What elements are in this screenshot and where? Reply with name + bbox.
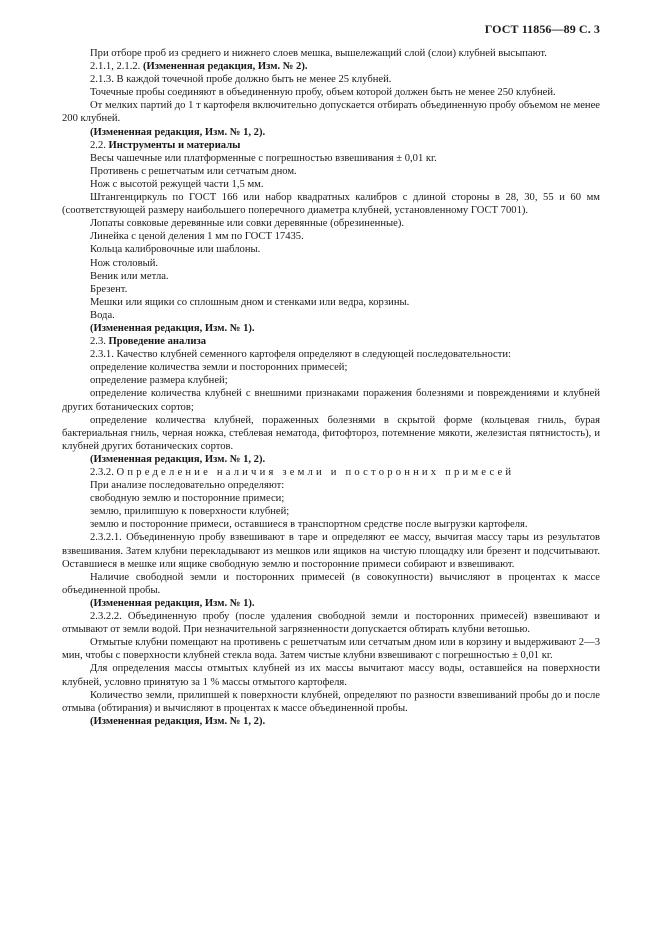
paragraph: [62, 178, 600, 191]
paragraph-bold: (Измененная редакция, Изм. № 1, 2).: [90, 453, 266, 465]
paragraph-text: Точечные пробы соединяют в объединенную пробу, объем которой должен быть не менее 250 клубней.: [90, 87, 556, 99]
paragraph-bold: (Измененная редакция, Изм. № 1).: [90, 597, 255, 609]
paragraph-text: От мелких партий до 1 т картофеля включительно допускается отбирать объединенную пробу объемом не менее 200 клубней.: [62, 100, 600, 125]
paragraph: [62, 191, 600, 217]
paragraph-bold: Проведение анализа: [108, 336, 207, 348]
paragraph: [62, 361, 600, 374]
paragraph: [62, 47, 600, 60]
paragraph: [62, 662, 600, 688]
paragraph-text: определение размера клубней;: [90, 375, 228, 387]
paragraph-bold: (Измененная редакция, Изм. № 2).: [142, 61, 308, 73]
paragraph: [62, 296, 600, 309]
paragraph: [62, 492, 600, 505]
paragraph: [62, 715, 600, 728]
paragraph: [62, 152, 600, 165]
document-body: [62, 47, 600, 728]
paragraph-text: При отборе проб из среднего и нижнего слоев мешка, вышележащий слой (слои) клубней высыпают.: [90, 48, 547, 59]
paragraph-text: 2.1.3. В каждой точечной пробе должно быть не менее 25 клубней.: [90, 74, 392, 86]
paragraph-text: При анализе последовательно определяют:: [90, 480, 285, 492]
paragraph: [62, 636, 600, 662]
paragraph: [62, 505, 600, 518]
page-header: ГОСТ 11856—89 С. 3: [484, 22, 600, 36]
paragraph-text: землю и посторонние примеси, оставшиеся в транспортном средстве после выгрузки картофеля.: [90, 519, 528, 531]
paragraph-prefix: 2.1.1, 2.1.2.: [90, 61, 143, 73]
document-page: [62, 22, 600, 728]
paragraph-text: 2.3.2.1. Объединенную пробу взвешивают в таре и определяют ее массу, вычитая массу тары из результатов взвешивания. Затем клубни перекладывают из мешков или ящиков на чистую площадку или брезент и подсчитывают. Оставшиеся в мешке или ящике свободную землю и посторонние примеси собирают и взвешивают.: [62, 532, 600, 570]
paragraph-bold: (Измененная редакция, Изм. № 1, 2).: [90, 126, 266, 138]
paragraph-text: Штангенциркуль по ГОСТ 166 или набор квадратных калибров с длиной стороны в 28, 30, 55 и 60 мм (соответствующей размеру наибольшего поперечного диаметра клубней, установленному ГОСТ 7001).: [62, 192, 600, 217]
paragraph: [62, 243, 600, 256]
paragraph: [62, 165, 600, 178]
paragraph-text: Противень с решетчатым или сетчатым дном.: [90, 165, 297, 177]
paragraph-text: определение количества земли и посторонних примесей;: [90, 362, 348, 374]
paragraph: [62, 571, 600, 597]
paragraph-text: Веник или метла.: [90, 270, 169, 282]
paragraph-prefix: 2.3.: [90, 336, 109, 348]
paragraph-text: Нож столовый.: [90, 257, 159, 269]
paragraph: [62, 60, 600, 73]
paragraph-prefix: 2.3.2.: [90, 467, 117, 478]
paragraph-text: землю, прилипшую к поверхности клубней;: [90, 506, 290, 518]
paragraph: [62, 335, 600, 348]
paragraph-text: Весы чашечные или платформенные с погрешностью взвешивания ± 0,01 кг.: [90, 152, 437, 164]
paragraph-text: Для определения массы отмытых клубней из их массы вычитают массу воды, оставшейся на поверхности клубней, условно принятую за 1 % массы отмытого картофеля.: [62, 663, 600, 688]
paragraph-text: определение количества клубней, пораженных болезнями в скрытой форме (кольцевая гниль, бурая бактериальная гниль, черная ножка, стеблевая нематода, фитофтороз, потемнение мякоти, железистая пятнистость), и клубней других ботанических сортов.: [62, 414, 600, 452]
paragraph-spaced: Определение наличия земли и посторонних примесей: [116, 467, 515, 478]
paragraph-text: 2.3.1. Качество клубней семенного картофеля определяют в следующей последовательности:: [90, 349, 511, 361]
paragraph: [62, 610, 600, 636]
paragraph: [62, 217, 600, 230]
paragraph: [62, 309, 600, 322]
paragraph: [62, 387, 600, 413]
paragraph-text: Брезент.: [90, 283, 128, 295]
paragraph: [62, 689, 600, 715]
paragraph: [62, 257, 600, 270]
paragraph-bold: (Измененная редакция, Изм. № 1).: [90, 322, 255, 334]
paragraph-text: Количество земли, прилипшей к поверхности клубней, определяют по разности взвешиваний пробы до и после отмыва (обтирания) и вычисляют в процентах к массе объединенной пробы.: [62, 689, 600, 714]
paragraph: [62, 597, 600, 610]
paragraph-text: Кольца калибровочные или шаблоны.: [90, 244, 261, 256]
paragraph: [62, 73, 600, 86]
paragraph-text: Нож с высотой режущей части 1,5 мм.: [90, 178, 264, 190]
paragraph-text: Наличие свободной земли и посторонних примесей (в совокупности) вычисляют в процентах к массе объединенной пробы.: [62, 571, 600, 596]
paragraph-text: Вода.: [90, 309, 115, 321]
paragraph-bold: Инструменты и материалы: [108, 139, 241, 151]
paragraph: [62, 374, 600, 387]
paragraph: [62, 139, 600, 152]
paragraph: [62, 230, 600, 243]
paragraph: [62, 126, 600, 139]
paragraph: [62, 283, 600, 296]
paragraph: [62, 518, 600, 531]
paragraph-text: Линейка с ценой деления 1 мм по ГОСТ 17435.: [90, 231, 304, 243]
paragraph-text: Лопаты совковые деревянные или совки деревянные (обрезиненные).: [90, 218, 404, 230]
paragraph: [62, 531, 600, 570]
paragraph-text: свободную землю и посторонние примеси;: [90, 493, 285, 505]
paragraph-prefix: 2.2.: [90, 139, 109, 151]
paragraph-text: определение количества клубней с внешними признаками поражения болезнями и повреждениями и клубней других ботанических сортов;: [62, 388, 600, 413]
paragraph-bold: (Измененная редакция, Изм. № 1, 2).: [90, 715, 266, 727]
paragraph: [62, 479, 600, 492]
paragraph: [62, 86, 600, 99]
paragraph: [62, 466, 600, 479]
paragraph: [62, 348, 600, 361]
paragraph: [62, 414, 600, 453]
paragraph: [62, 453, 600, 466]
paragraph-text: Отмытые клубни помещают на противень с решетчатым или сетчатым дном или в корзину и выдерживают 2—3 мин, чтобы с поверхности клубней стекла вода. Затем чистые клубни взвешивают с погрешностью ± 0,01 кг.: [62, 637, 600, 662]
paragraph: [62, 270, 600, 283]
paragraph: [62, 99, 600, 125]
paragraph-text: Мешки или ящики со сплошным дном и стенками или ведра, корзины.: [90, 296, 410, 308]
paragraph-text: 2.3.2.2. Объединенную пробу (после удаления свободной земли и посторонних примесей) взвешивают и отмывают от земли водой. При незначительной загрязненности допускается обтирать клубни ветошью.: [62, 611, 600, 636]
paragraph: [62, 322, 600, 335]
